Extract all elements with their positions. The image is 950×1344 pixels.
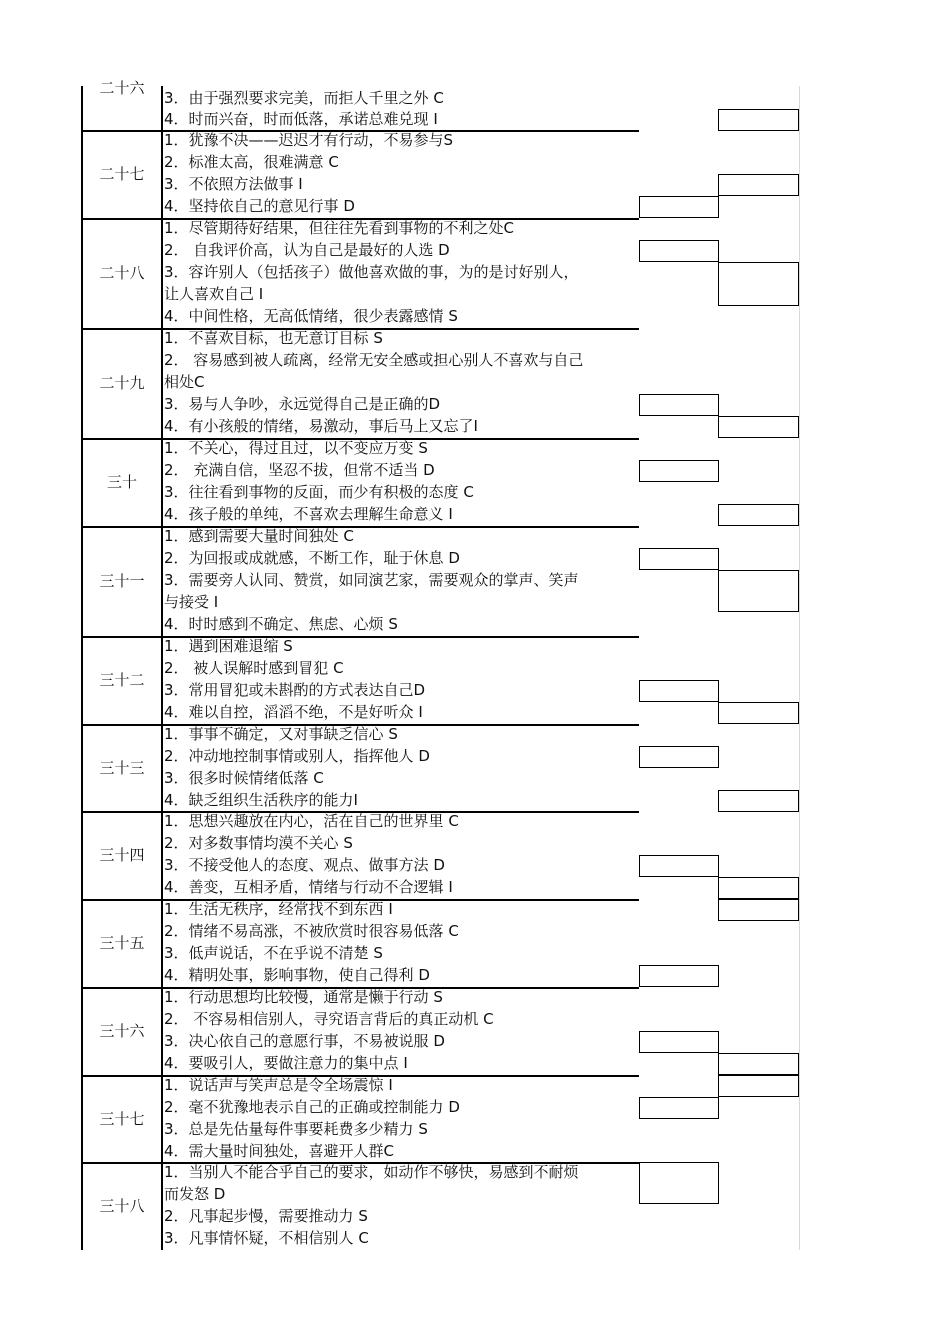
option-line: 2．标准太高，很难满意 C — [164, 153, 339, 171]
option-line: 3．往往看到事物的反面，而少有积极的态度 C — [164, 483, 474, 501]
option-line: 3．低声说话，不在乎说不清楚 S — [164, 944, 383, 962]
answer-box[interactable] — [639, 1031, 719, 1053]
answer-box[interactable] — [639, 394, 719, 416]
option-line: 让人喜欢自己 I — [164, 285, 264, 303]
answer-box[interactable] — [718, 877, 799, 899]
answer-box[interactable] — [639, 1162, 719, 1204]
option-line: 3．决心依自己的意愿行事，不易被说服 D — [164, 1032, 445, 1050]
option-line: 3．不接受他人的态度、观点、做事方法 D — [164, 856, 445, 874]
option-line: 4．善变，互相矛盾，情绪与行动不合逻辑 I — [164, 878, 453, 896]
option-line: 2．冲动地控制事情或别人，指挥他人 D — [164, 747, 430, 765]
option-line: 4．坚持依自己的意见行事 D — [164, 197, 355, 215]
option-line: 2． 充满自信，坚忍不拔，但常不适当 D — [164, 461, 435, 479]
answer-box[interactable] — [718, 262, 799, 306]
option-line: 3．需要旁人认同、赞赏，如同演艺家，需要观众的掌声、笑声 — [164, 571, 579, 589]
option-line: 1．生活无秩序，经常找不到东西 I — [164, 900, 393, 918]
answer-box[interactable] — [718, 1053, 799, 1075]
option-line: 2．凡事起步慢，需要推动力 S — [164, 1207, 368, 1225]
option-line: 4．需大量时间独处，喜避开人群C — [164, 1142, 395, 1160]
answer-box[interactable] — [718, 899, 799, 921]
answer-box[interactable] — [639, 1097, 719, 1119]
option-line: 3．凡事情怀疑，不相信别人 C — [164, 1229, 369, 1247]
option-line: 1．事事不确定，又对事缺乏信心 S — [164, 725, 398, 743]
option-line: 1．犹豫不决——迟迟才有行动，不易参与S — [164, 131, 454, 149]
answer-box[interactable] — [718, 570, 799, 612]
option-line: 相处C — [164, 373, 205, 391]
option-line: 1．说话声与笑声总是令全场震惊 I — [164, 1076, 393, 1094]
option-line: 2．对多数事情均漠不关心 S — [164, 834, 353, 852]
answer-box[interactable] — [718, 790, 799, 812]
answer-box[interactable] — [639, 548, 719, 570]
option-line: 3．常用冒犯或未斟酌的方式表达自己D — [164, 681, 426, 699]
option-line: 1．遇到困难退缩 S — [164, 637, 293, 655]
question-number: 二十八 — [99, 264, 145, 282]
option-line: 而发怒 D — [164, 1185, 226, 1203]
option-line: 4．时而兴奋，时而低落，承诺总难兑现 I — [164, 110, 438, 128]
option-line: 2．为回报或成就感，不断工作，耻于休息 D — [164, 549, 460, 567]
question-number: 三十五 — [99, 934, 145, 952]
option-line: 4．中间性格，无高低情绪，很少表露感情 S — [164, 307, 458, 325]
answer-box[interactable] — [639, 460, 719, 482]
option-line: 2．情绪不易高涨，不被欣赏时很容易低落 C — [164, 922, 459, 940]
option-line: 4．孩子般的单纯，不喜欢去理解生命意义 I — [164, 505, 453, 523]
answer-box[interactable] — [718, 174, 799, 196]
question-number: 三十三 — [99, 758, 145, 777]
answer-box[interactable] — [639, 855, 719, 877]
option-line: 4．缺乏组织生活秩序的能力I — [164, 791, 358, 809]
answer-box[interactable] — [639, 965, 719, 987]
option-line: 4．有小孩般的情绪，易激动，事后马上又忘了I — [164, 417, 478, 435]
answer-box[interactable] — [718, 416, 799, 438]
answer-box[interactable] — [718, 504, 799, 526]
question-number: 三十四 — [99, 846, 145, 864]
answer-box[interactable] — [718, 1075, 799, 1097]
option-line: 与接受 I — [164, 593, 219, 611]
answer-box[interactable] — [718, 702, 799, 724]
option-line: 4．精明处事，影响事物，使自己得利 D — [164, 966, 430, 984]
question-number: 三十八 — [99, 1197, 145, 1215]
option-line: 1．思想兴趣放在内心，活在自己的世界里 C — [164, 812, 459, 830]
option-line: 3．由于强烈要求完美，而拒人千里之外 C — [164, 89, 444, 107]
question-number: 二十七 — [99, 165, 145, 183]
question-number: 三十六 — [99, 1022, 145, 1040]
option-line: 1．行动思想均比较慢，通常是懒于行动 S — [164, 988, 443, 1006]
option-line: 1．感到需要大量时间独处 C — [164, 527, 354, 545]
option-line: 4．时时感到不确定、焦虑、心烦 S — [164, 615, 398, 633]
option-line: 2． 被人误解时感到冒犯 C — [164, 659, 344, 677]
option-line: 4．要吸引人，要做注意力的集中点 I — [164, 1054, 408, 1072]
answer-box[interactable] — [639, 196, 719, 218]
question-number: 三十一 — [99, 572, 145, 590]
option-line: 3．容许别人（包括孩子）做他喜欢做的事，为的是讨好别人， — [164, 263, 579, 281]
right-gridline — [799, 86, 800, 1250]
answer-box[interactable] — [639, 680, 719, 702]
option-line: 4．难以自控，滔滔不绝，不是好听众 I — [164, 703, 423, 721]
option-line: 2． 自我评价高，认为自己是最好的人选 D — [164, 241, 450, 259]
option-line: 2． 不容易相信别人，寻究语言背后的真正动机 C — [164, 1010, 494, 1028]
answer-box[interactable] — [639, 746, 719, 768]
option-line: 3．易与人争吵，永远觉得自己是正确的D — [164, 395, 441, 413]
answer-box[interactable] — [639, 240, 719, 262]
option-line: 3．不依照方法做事 I — [164, 175, 303, 193]
option-line: 3．很多时候情绪低落 C — [164, 769, 324, 787]
answer-box[interactable] — [718, 109, 799, 131]
question-number: 三十 — [106, 473, 137, 491]
question-number: 三十二 — [99, 671, 145, 689]
question-number: 三十七 — [99, 1109, 145, 1128]
option-line: 1．当别人不能合乎自己的要求，如动作不够快，易感到不耐烦 — [164, 1163, 579, 1181]
option-line: 1．不关心，得过且过，以不变应万变 S — [164, 439, 428, 457]
question-number: 二十九 — [99, 374, 145, 392]
option-line: 2． 容易感到被人疏离，经常无安全感或担心别人不喜欢与自己 — [164, 351, 584, 369]
option-line: 1．尽管期待好结果，但往往先看到事物的不利之处C — [164, 219, 515, 237]
question-number: 二十六 — [99, 79, 145, 97]
option-line: 2．毫不犹豫地表示自己的正确或控制能力 D — [164, 1098, 460, 1116]
option-line: 3．总是先估量每件事要耗费多少精力 S — [164, 1120, 428, 1138]
option-line: 1．不喜欢目标，也无意订目标 S — [164, 329, 383, 347]
